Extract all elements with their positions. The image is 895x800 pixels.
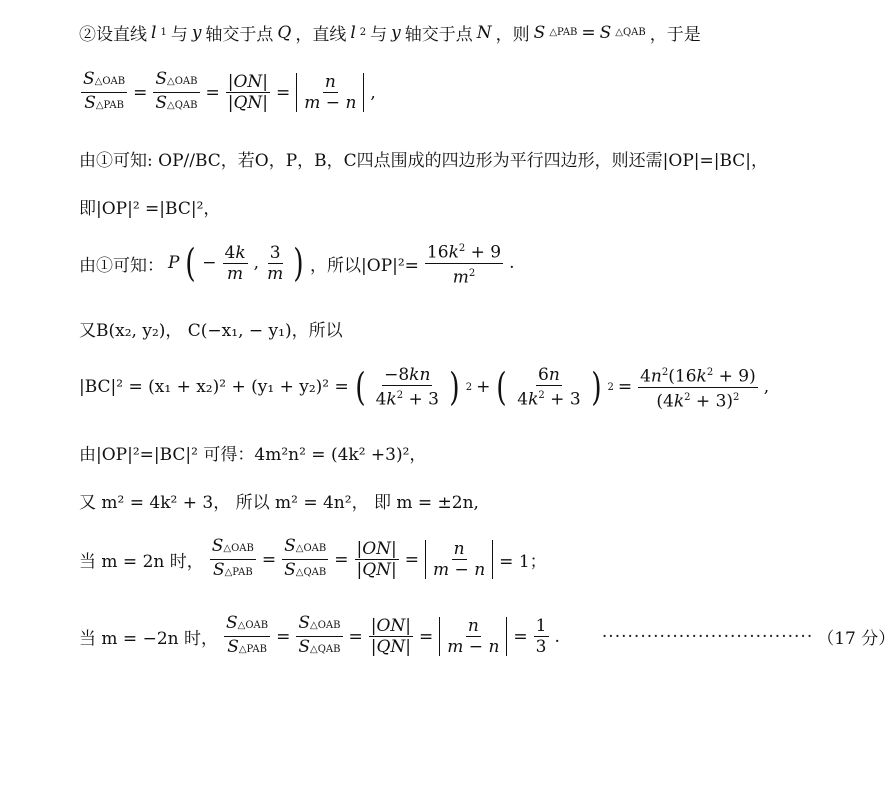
text: 由|OP|²=|BC|² 可得：4m²n² = (4k² +3)²， — [79, 445, 427, 465]
score-leader-dots: ································· — [601, 626, 814, 647]
text: 轴交于点 — [404, 25, 473, 45]
line-1: ②设直线 l 1 与 y 轴交于点 Q ，直线 l 2 与 y 轴交于点 N ，则 S △PAB = S △QAB ，于是 — [79, 20, 701, 45]
text: ，于是 — [649, 25, 701, 45]
text: ，直线 — [295, 25, 347, 45]
line-11: 当 m = −2n 时， $\frac{\text{S△OAB}}{\text{S△PAB}}$ = $\frac{\text{S△OAB}}{\text{S△QAB}}$ = $\frac{|ON|}{|QN|}$ = $\frac{n}{m - n}$ = $\frac{1}{3}$ . ································· （17 分） — [79, 613, 895, 657]
text: 当 m = −2n 时， — [79, 629, 218, 649]
line-6 — [79, 316, 343, 341]
text: 轴交于点 — [205, 25, 274, 45]
line-10: 当 m = 2n 时， $\frac{\text{S△OAB}}{\text{S△PAB}}$ = $\frac{\text{S△OAB}}{\text{S△QAB}}$ = $\frac{|ON|}{|QN|}$ = $\frac{n}{m - n}$ = 1； — [79, 536, 547, 580]
text: ②设直线 — [79, 25, 147, 45]
line-8 — [79, 440, 426, 465]
text: 由①可知: OP//BC，若O，P，B，C四点围成的四边形为平行四边形，则还需|OP|=|BC|， — [79, 151, 768, 171]
text: 又 m² = 4k² + 3， 所以 m² = 4n²， 即 m = ±2n, — [79, 493, 479, 513]
text: = — [513, 626, 528, 647]
text: 与 — [170, 25, 188, 45]
line-9 — [79, 488, 479, 513]
line-4 — [79, 194, 220, 219]
text: ，则 — [495, 25, 530, 45]
text: |BC|² = (x₁ + x₂)² + (y₁ + y₂)² = — [79, 377, 349, 398]
text: ，所以|OP|²= — [310, 255, 419, 276]
line-2-formula: $\frac{\text{S△OAB}}{\text{S△PAB}}$ = $\frac{\text{S△OAB}}{\text{S△QAB}}$ = $\frac{|ON|}{|QN|}$ = $\frac{n}{m - n}$ , — [83, 69, 376, 113]
line-5: 由①可知： P ( − $\frac{4k}{m}$ , $\frac{3}{m}$ ) ，所以|OP|²= $\frac{16k^2 + 9}{m^2}$ . — [79, 241, 515, 288]
line-7: |BC|² = (x₁ + x₂)² + (y₁ + y₂)² = ( $\frac{-8kn}{4k^2 + 3}$ ) 2 + ( $\frac{6n}{4k^2 + 3}$ ) 2 = $\frac{4n^2(16k^2 + 9)}{(4k^2 + 3)^2}$ , — [79, 364, 770, 412]
line-3 — [79, 146, 768, 171]
text: 由①可知： — [79, 255, 164, 276]
text: 当 m = 2n 时， — [79, 552, 204, 572]
text: = 1； — [499, 552, 547, 572]
text: 又B(x₂, y₂)， C(−x₁, − y₁)，所以 — [79, 321, 343, 341]
text: 与 — [370, 25, 388, 45]
score-label: （17 分） — [817, 629, 895, 649]
text: 即|OP|² =|BC|²， — [79, 199, 221, 219]
